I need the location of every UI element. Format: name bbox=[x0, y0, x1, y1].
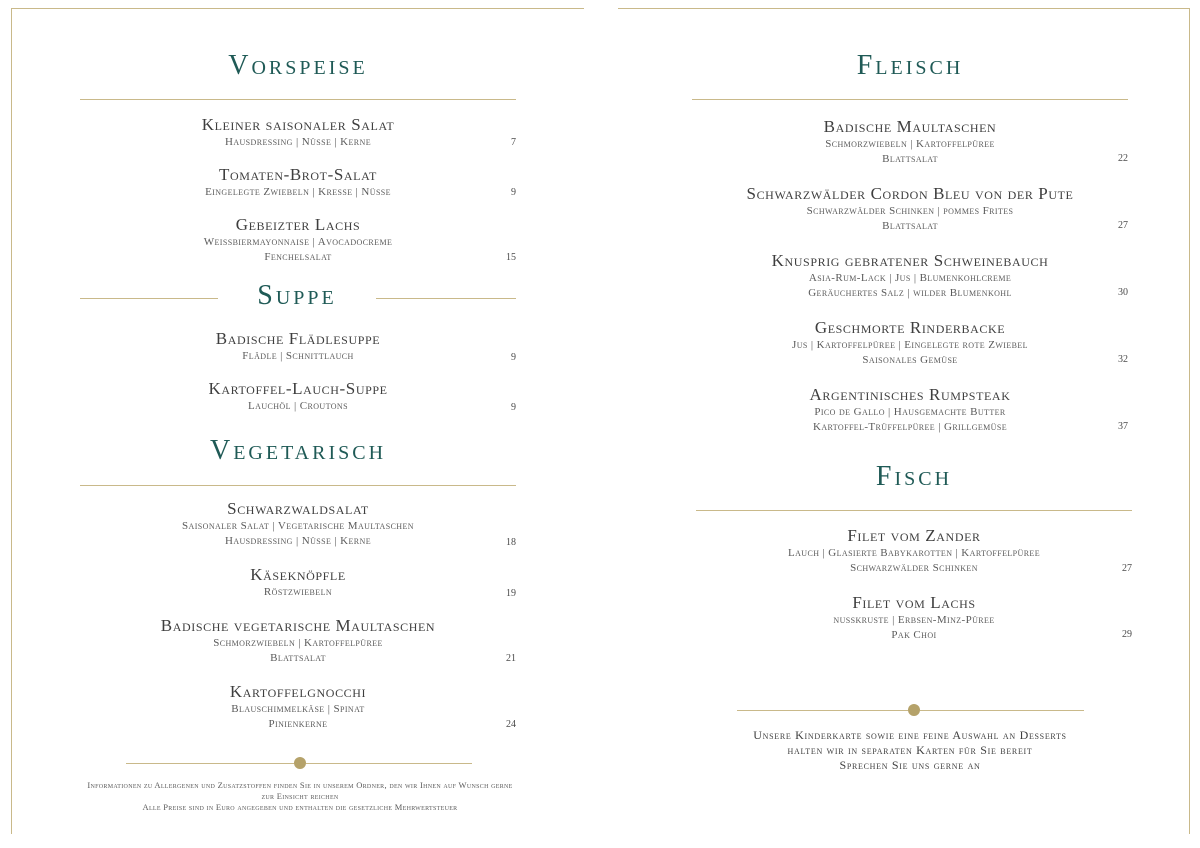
divider-fleisch bbox=[692, 99, 1128, 100]
item-name: Badische Flädlesuppe bbox=[215, 329, 381, 348]
item-price: 15 bbox=[506, 252, 516, 263]
divider-vorspeise bbox=[80, 99, 516, 100]
note-line: Sprechen Sie uns gerne an bbox=[839, 758, 981, 772]
ornament-line-right bbox=[920, 710, 1084, 711]
item-price: 32 bbox=[1118, 354, 1128, 365]
item-price: 21 bbox=[506, 653, 516, 664]
item-description-line2: Blattsalat bbox=[270, 652, 326, 664]
item-price: 37 bbox=[1118, 421, 1128, 432]
ornament-line-right bbox=[306, 763, 472, 764]
menu-item bbox=[80, 115, 516, 150]
item-price: 29 bbox=[1122, 629, 1132, 640]
menu-item bbox=[80, 565, 516, 600]
item-price: 30 bbox=[1118, 287, 1128, 298]
menu-item bbox=[692, 184, 1128, 234]
menu-item bbox=[692, 385, 1128, 435]
section-title-vegetarisch: Vegetarisch bbox=[209, 435, 387, 466]
item-price: 9 bbox=[511, 187, 516, 198]
item-description: Lauch | Glasierte Babykarotten | Kartoffelpüree bbox=[787, 547, 1040, 559]
item-name: Filet vom Zander bbox=[847, 526, 981, 545]
footnote-line: Informationen zu Allergenen und Zusatzstoffen finden Sie in unserem Ordner, den wir Ihnen auf Wunsch gerne bbox=[87, 780, 513, 790]
item-description: Asia-Rum-Lack | Jus | Blumenkohlcreme bbox=[808, 272, 1012, 284]
item-description-line2: Fenchelsalat bbox=[264, 251, 332, 263]
menu-item bbox=[80, 165, 516, 200]
item-description-line2: Hausdressing | Nüsse | Kerne bbox=[224, 535, 371, 547]
item-description-line2: Pak Choi bbox=[891, 629, 937, 641]
item-name: Kartoffelgnocchi bbox=[229, 682, 367, 701]
item-description: Schwarzwälder Schinken | pommes Frites bbox=[806, 205, 1014, 217]
item-description-line2: Geräuchertes Salz | wilder Blumenkohl bbox=[808, 287, 1012, 299]
item-name: Kartoffel-Lauch-Suppe bbox=[208, 379, 388, 398]
allergen-footnote bbox=[0, 780, 600, 813]
item-description: Saisonaler Salat | Vegetarische Maultaschen bbox=[182, 520, 414, 532]
menu-item bbox=[692, 251, 1128, 301]
item-description-line2: Schwarzwälder Schinken bbox=[850, 562, 978, 574]
item-name: Käseknöpfle bbox=[250, 565, 346, 584]
item-description-line2: Pinienkerne bbox=[268, 718, 328, 730]
item-description-line2: Blattsalat bbox=[882, 220, 938, 232]
menu-item bbox=[696, 593, 1132, 643]
item-price: 18 bbox=[506, 537, 516, 548]
item-price: 24 bbox=[506, 719, 516, 730]
item-price: 19 bbox=[506, 588, 516, 599]
item-name: Geschmorte Rinderbacke bbox=[814, 318, 1006, 337]
menu-item bbox=[80, 616, 516, 666]
desserts-note bbox=[692, 728, 1128, 773]
section-title-fisch: Fisch bbox=[875, 461, 953, 492]
item-name: Kleiner saisonaler Salat bbox=[201, 115, 395, 134]
item-description-line2: Kartoffel-Trüffelpüree | Grillgemüse bbox=[813, 421, 1007, 433]
menu-item bbox=[80, 499, 516, 549]
item-description: Schmorzwiebeln | Kartoffelpüree bbox=[825, 138, 995, 150]
footnote-line: Alle Preise sind in Euro angegeben und enthalten die gesetzliche Mehrwertsteuer bbox=[142, 802, 458, 812]
item-description: Eingelegte Zwiebeln | Kresse | Nüsse bbox=[205, 186, 391, 198]
divider-vegetarisch bbox=[80, 485, 516, 486]
divider-suppe-left bbox=[80, 298, 218, 299]
item-name: Tomaten-Brot-Salat bbox=[219, 165, 377, 184]
item-price: 7 bbox=[511, 137, 516, 148]
item-name: Gebeizter Lachs bbox=[235, 215, 361, 234]
item-name: Filet vom Lachs bbox=[852, 593, 976, 612]
item-price: 27 bbox=[1118, 220, 1128, 231]
menu-item bbox=[692, 117, 1128, 167]
menu-item bbox=[696, 526, 1132, 576]
item-description: Pico de Gallo | Hausgemachte Butter bbox=[814, 406, 1006, 418]
item-description: Hausdressing | Nüsse | Kerne bbox=[224, 136, 371, 148]
item-name: Schwarzwälder Cordon Bleu von der Pute bbox=[746, 184, 1074, 203]
item-name: Badische vegetarische Maultaschen bbox=[160, 616, 436, 635]
item-description: Jus | Kartoffelpüree | Eingelegte rote Zwiebel bbox=[792, 339, 1028, 351]
ornament-dot-icon bbox=[908, 704, 920, 716]
item-description-line2: Saisonales Gemüse bbox=[862, 354, 958, 366]
item-description: Blauschimmelkäse | Spinat bbox=[231, 703, 365, 715]
item-price: 9 bbox=[511, 352, 516, 363]
item-price: 22 bbox=[1118, 153, 1128, 164]
item-description: Röstzwiebeln bbox=[263, 586, 333, 598]
item-name: Badische Maultaschen bbox=[823, 117, 997, 136]
section-title-fleisch: Fleisch bbox=[856, 50, 964, 81]
footnote-line: zur Einsicht reichen bbox=[261, 791, 339, 801]
menu-item bbox=[80, 329, 516, 364]
item-description: Weissbiermayonnaise | Avocadocreme bbox=[203, 236, 393, 248]
menu-item bbox=[80, 379, 516, 414]
ornament-dot-icon bbox=[294, 757, 306, 769]
divider-suppe-right bbox=[376, 298, 516, 299]
ornament-line-left bbox=[737, 710, 908, 711]
item-name: Knusprig gebratener Schweinebauch bbox=[771, 251, 1049, 270]
item-name: Argentinisches Rumpsteak bbox=[809, 385, 1011, 404]
item-description: Flädle | Schnittlauch bbox=[242, 350, 354, 362]
item-name: Schwarzwaldsalat bbox=[227, 499, 369, 518]
item-description: Lauchöl | Croutons bbox=[248, 400, 348, 412]
menu-item bbox=[80, 215, 516, 265]
note-line: Unsere Kinderkarte sowie eine feine Auswahl an Desserts bbox=[753, 728, 1067, 742]
item-price: 27 bbox=[1122, 563, 1132, 574]
item-description: Schmorzwiebeln | Kartoffelpüree bbox=[213, 637, 383, 649]
menu-item bbox=[692, 318, 1128, 368]
item-price: 9 bbox=[511, 402, 516, 413]
section-title-vorspeise: Vorspeise bbox=[228, 50, 368, 81]
section-title-suppe: Suppe bbox=[257, 280, 337, 311]
divider-fisch bbox=[696, 510, 1132, 511]
item-description: nusskruste | Erbsen-Minz-Püree bbox=[833, 614, 995, 626]
right-page bbox=[600, 0, 1200, 848]
ornament-line-left bbox=[126, 763, 294, 764]
item-description-line2: Blattsalat bbox=[882, 153, 938, 165]
menu-item bbox=[80, 682, 516, 732]
note-line: halten wir in separaten Karten für Sie bereit bbox=[787, 743, 1033, 757]
